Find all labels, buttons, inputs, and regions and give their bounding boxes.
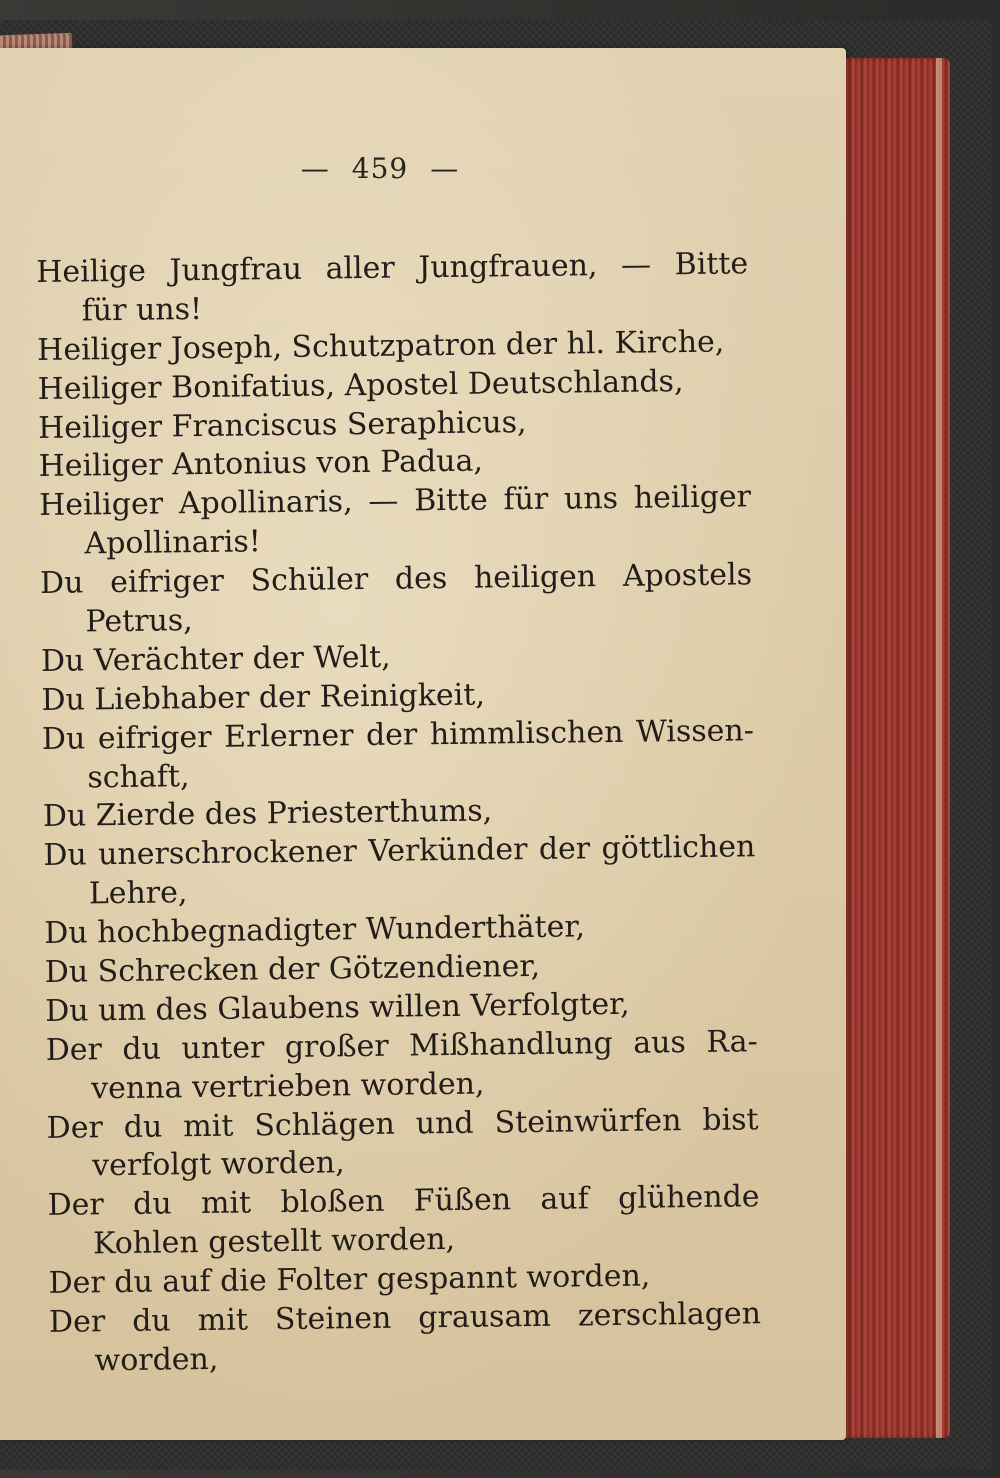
text-line: Du unerschrockener Verkünder der göttlichen (43, 829, 756, 874)
text-line: Du eifriger Erlerner der himmlischen Wissen- (41, 712, 755, 757)
text-line: Du Schrecken der Götzendiener, (44, 948, 541, 990)
text-line: Kohlen gestellt worden, (92, 1222, 456, 1262)
text-line: Du eifriger Schüler des heiligen Apostels (39, 557, 753, 602)
text-line: Heiliger Franciscus Seraphicus, (37, 404, 527, 446)
text-line: Du Verächter der Welt, (40, 639, 391, 679)
text-line: Heilige Jungfrau aller Jungfrauen, — Bitte (36, 246, 749, 290)
text-line: verfolgt worden, (91, 1145, 345, 1184)
header-dash-left: — (300, 152, 330, 185)
text-line: Apollinaris! (84, 524, 262, 562)
text-line: Der du mit Schlägen und Steinwürfen bist (46, 1101, 759, 1146)
text-line: Der du mit bloßen Füßen auf glühende (47, 1179, 760, 1224)
text-line: Du Liebhaber der Reinigkeit, (41, 677, 486, 718)
text-line: Du um des Glaubens willen Verfolgter, (45, 986, 630, 1029)
text-line: Heiliger Apollinaris, — Bitte für uns heiliger (38, 479, 752, 524)
text-line: Der du unter großer Mißhandlung aus Ra- (45, 1024, 758, 1068)
text-line: für uns! (81, 291, 203, 329)
text-line: schaft, (87, 758, 190, 795)
text-line: Der du auf die Folter gespannt worden, (48, 1258, 651, 1302)
page-edges (832, 58, 950, 1438)
text-line: Lehre, (88, 875, 188, 912)
book-page (0, 48, 846, 1440)
litany-text (36, 245, 762, 1381)
text-line: Heiliger Antonius von Padua, (38, 444, 484, 485)
text-line: Der du mit Steinen grausam zerschlagen (48, 1296, 762, 1340)
text-line: Du Zierde des Priesterthums, (42, 793, 493, 835)
page-number: 459 (351, 152, 409, 185)
text-line: worden, (94, 1341, 219, 1379)
text-line: Petrus, (85, 603, 193, 640)
text-line: Du hochbegnadigter Wunderthäter, (44, 909, 586, 952)
header-dash-right: — (430, 152, 460, 185)
page-header (250, 152, 510, 185)
text-line: Heiliger Joseph, Schutzpatron der hl. Kirche, (36, 324, 725, 368)
text-line: venna vertrieben worden, (90, 1066, 485, 1107)
text-line: Heiliger Bonifatius, Apostel Deutschlands, (37, 363, 684, 407)
